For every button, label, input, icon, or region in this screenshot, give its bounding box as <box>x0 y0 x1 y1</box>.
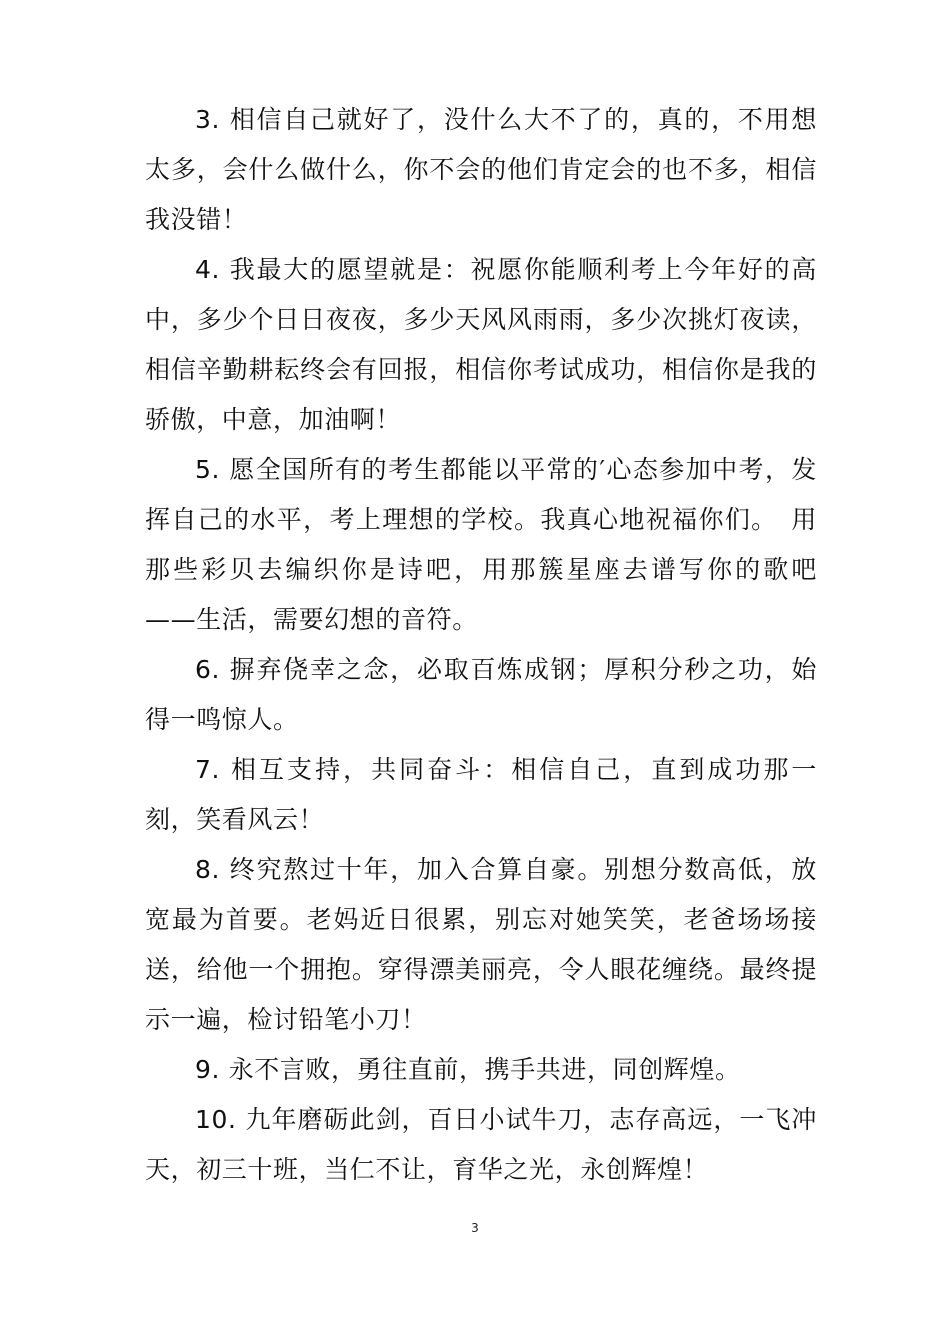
paragraph-10: 10. 九年磨砺此剑，百日小试牛刀，志存高远，一飞冲天，初三十班，当仁不让，育华之光，永创辉煌！ <box>145 1105 817 1184</box>
paragraph-4: 4. 我最大的愿望就是：祝愿你能顺利考上今年好的高中，多少个日日夜夜，多少天风风雨雨，多少次挑灯夜读，相信辛勤耕耘终会有回报，相信你考试成功，相信你是我的骄傲，中意，加油啊！ <box>145 255 817 434</box>
paragraph-9: 9. 永不言败，勇往直前，携手共进，同创辉煌。 <box>195 1055 741 1084</box>
paragraph-5: 5. 愿全国所有的考生都能以平常的′心态参加中考，发挥自己的水平，考上理想的学校。我真心地祝福你们。 用那些彩贝去编织你是诗吧，用那簇星座去谱写你的歌吧 ——生活，需要幻想的音符。 <box>145 455 817 634</box>
page-number: 3 <box>471 1221 479 1235</box>
paragraph-3: 3. 相信自己就好了，没什么大不了的，真的，不用想太多，会什么做什么，你不会的他们肯定会的也不多，相信我没错！ <box>145 105 817 234</box>
paragraph-8: 8. 终究熬过十年，加入合算自豪。别想分数高低，放宽最为首要。老妈近日很累，别忘对她笑笑，老爸场场接送，给他一个拥抱。穿得漂美丽亮，令人眼花缠绕。最终提示一遍，检讨铅笔小刀！ <box>145 855 817 1034</box>
paragraph-6: 6. 摒弃侥幸之念，必取百炼成钢；厚积分秒之功，始得一鸣惊人。 <box>145 655 817 734</box>
paragraph-7: 7. 相互支持，共同奋斗：相信自己，直到成功那一刻，笑看风云！ <box>145 755 817 834</box>
document-body <box>145 95 817 1195</box>
